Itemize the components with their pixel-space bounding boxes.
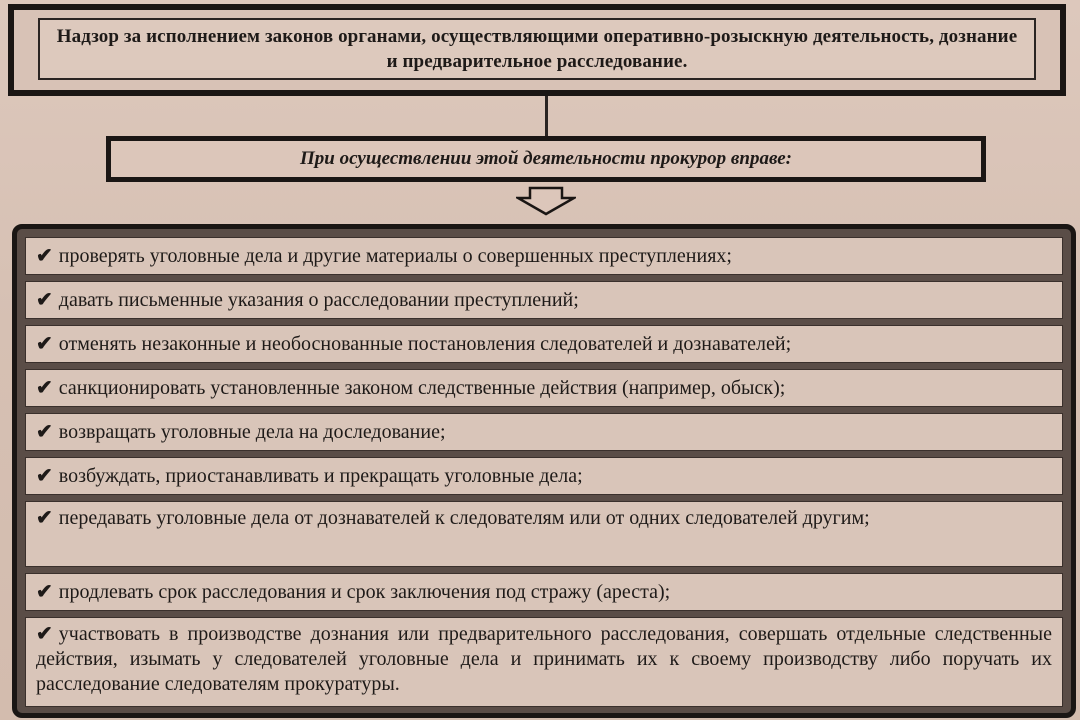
subheader-box: [106, 136, 986, 182]
checkmark-icon: ✔: [36, 581, 53, 603]
checkmark-icon: ✔: [36, 421, 53, 443]
checkmark-icon: ✔: [36, 245, 53, 267]
down-arrow-icon: [516, 186, 576, 216]
list-item: [25, 501, 1063, 567]
header-title: Надзор за исполнением законов органами, осуществляющими оперативно-розыскную деятельность, дознание и предварительное расследование.: [56, 26, 1018, 72]
list-item: [25, 325, 1063, 363]
list-item-label: санкционировать установленные законом следственные действия (например, обыск);: [58, 377, 786, 399]
powers-list: [12, 224, 1076, 718]
list-item: [25, 457, 1063, 495]
header-inner-box: [38, 18, 1036, 80]
checkmark-icon: ✔: [36, 289, 53, 311]
list-item: [25, 573, 1063, 611]
connector-line: [545, 96, 548, 136]
checkmark-icon: ✔: [36, 465, 53, 487]
list-item: [25, 237, 1063, 275]
list-item-label: возвращать уголовные дела на доследование;: [58, 421, 446, 443]
list-item-label: продлевать срок расследования и срок заключения под стражу (ареста);: [58, 581, 671, 603]
list-item: [25, 369, 1063, 407]
list-item: [25, 617, 1063, 707]
subheader-title: При осуществлении этой деятельности прокурор вправе:: [300, 148, 792, 169]
header-box: [8, 4, 1066, 96]
list-item: [25, 281, 1063, 319]
list-item-label: возбуждать, приостанавливать и прекращать уголовные дела;: [58, 465, 583, 487]
checkmark-icon: ✔: [36, 333, 53, 355]
list-item-label: передавать уголовные дела от дознавателей к следователям или от одних следователей другим;: [58, 507, 870, 529]
checkmark-icon: ✔: [36, 507, 53, 529]
list-item-label: участвовать в производстве дознания или предварительного расследования, совершать отдельные следственные действия, изымать у следователей уголовные дела и принимать их к своему производству либо поручать их расследование следователям прокуратуры.: [36, 623, 1052, 695]
list-item: [25, 413, 1063, 451]
list-item-label: отменять незаконные и необоснованные постановления следователей и дознавателей;: [58, 333, 792, 355]
list-item-label: проверять уголовные дела и другие материалы о совершенных преступлениях;: [58, 245, 732, 267]
checkmark-icon: ✔: [36, 623, 53, 645]
list-item-label: давать письменные указания о расследовании преступлений;: [58, 289, 579, 311]
checkmark-icon: ✔: [36, 377, 53, 399]
